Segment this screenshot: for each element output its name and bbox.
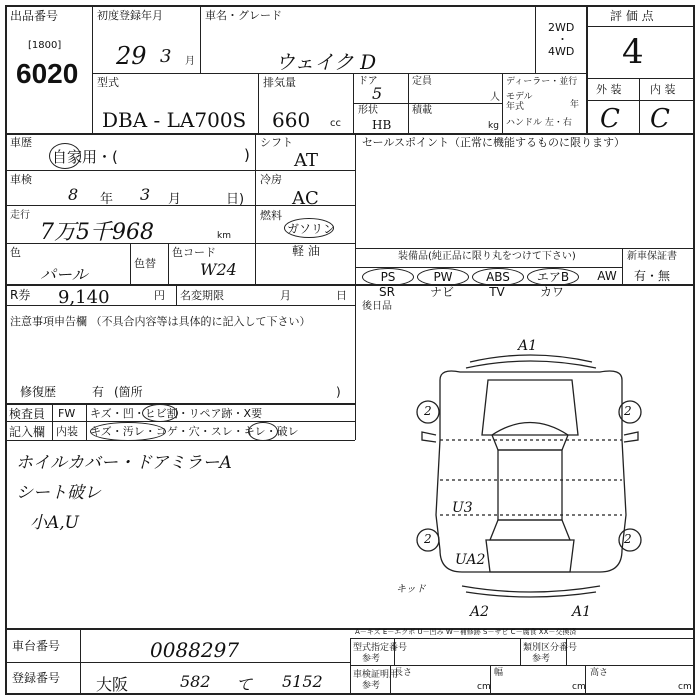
recycle-label: R券	[10, 288, 31, 302]
notes-label: 注意事項申告欄 （不具合内容等は具体的に記入して下さい）	[10, 315, 311, 328]
repair-label: 修復歴	[20, 385, 57, 399]
fw-circle	[142, 404, 178, 422]
equipment-item: エアB	[527, 268, 579, 286]
inspection-year: 8	[68, 185, 79, 204]
line-colorchange	[130, 243, 131, 284]
history-close: )	[244, 146, 250, 164]
door-value: 5	[372, 84, 383, 103]
month-unit: 月	[185, 56, 195, 67]
frame-left	[5, 5, 7, 695]
fuel-gasoline: ガソリン	[287, 222, 336, 236]
score-value: 4	[622, 32, 644, 72]
drive-4wd: 4WD	[548, 45, 575, 58]
in-circle2	[248, 422, 278, 441]
line-v586	[586, 5, 588, 135]
ac-label: 冷房	[260, 173, 282, 186]
yen-unit: 円	[154, 289, 165, 302]
equipment-item: ナビ	[429, 285, 454, 299]
class-label: 類別区分番号	[523, 643, 578, 653]
load-label: 積載	[412, 105, 432, 116]
line-v639	[639, 78, 640, 133]
equipment-row1	[362, 268, 622, 284]
car-diagram	[400, 340, 660, 625]
shape-value: HB	[372, 118, 392, 132]
model-label: 型式	[97, 76, 119, 89]
equipment-item: AW	[597, 269, 617, 283]
mark-bottom-right: A1	[572, 604, 592, 620]
line-check-v3	[355, 403, 356, 440]
equipment-item: SR	[379, 285, 395, 299]
cc-unit: cc	[330, 118, 341, 129]
mark-front: A1	[518, 338, 538, 354]
reg-value3: て	[236, 675, 253, 694]
first-reg-year: 29	[116, 42, 147, 70]
month-unit-3: 月	[280, 289, 291, 302]
year-unit: 年	[570, 100, 580, 110]
color-code-label: 色コード	[172, 246, 216, 259]
fuel-diesel: 軽 油	[292, 244, 320, 258]
equipment-item: TV	[489, 285, 505, 299]
interior-value: C	[650, 104, 670, 134]
mark-left-rear: 2	[424, 532, 432, 546]
note-line1: ホイルカバー・ドアミラーA	[16, 453, 232, 473]
door-label: ドア	[358, 76, 378, 87]
line-footer-top	[5, 628, 693, 630]
length-label: 長さ	[394, 668, 413, 678]
note-line3: 小A,U	[30, 513, 80, 533]
model-year-label: モデル	[506, 92, 533, 102]
line-h133	[5, 133, 586, 135]
legend: A－キズ E－エクボ U－凹み W－補修跡 S－サビ C－腐食 XX－交換済	[355, 628, 577, 636]
color-value: パール	[40, 265, 88, 284]
line-v535	[535, 5, 536, 73]
line-footer-h2	[350, 665, 693, 666]
kg-unit: kg	[488, 121, 499, 131]
history-value: 自家用・(	[52, 148, 118, 166]
fuel-label: 燃料	[260, 209, 282, 222]
line-check-bot	[5, 440, 355, 441]
line-v355	[355, 133, 356, 405]
name-grade-value: ウェイク D	[275, 50, 377, 74]
line-footer-v3	[520, 638, 521, 665]
color-code-value: W24	[200, 260, 237, 279]
cm-1: cm	[477, 682, 491, 692]
line-shape	[353, 103, 502, 104]
repair-have: 有	[92, 385, 105, 399]
sales-point-label: セールスポイント（正常に機能するものに限ります）	[362, 136, 626, 149]
equipment-label: 装備品(純正品に限り丸をつけて下さい)	[398, 251, 576, 262]
line-v502	[502, 73, 503, 133]
ac-value: AC	[292, 188, 319, 209]
month-unit-2: 月	[168, 192, 182, 207]
line-h403	[5, 403, 355, 405]
model-value: DBA - LA700S	[102, 108, 247, 132]
line-check-v1	[52, 403, 53, 440]
displacement-label: 排気量	[263, 76, 296, 89]
dealer-label: ディーラー・並行	[506, 77, 578, 87]
in-label: 内装	[56, 425, 78, 438]
lot-sub: [1800]	[28, 40, 62, 51]
line-check-v2	[86, 403, 87, 440]
equipment-item: PW	[417, 268, 469, 286]
line-v255	[255, 133, 256, 284]
person-unit: 人	[490, 92, 500, 103]
mark-bottom-left: A2	[470, 604, 490, 620]
checker-label2: 記入欄	[9, 425, 46, 439]
day-unit-2: 日	[336, 289, 347, 302]
line-check-mid	[5, 421, 355, 422]
capacity-label: 定員	[412, 76, 432, 87]
shift-value: AT	[294, 150, 319, 171]
color-label: 色	[10, 246, 21, 259]
mileage-label: 走行	[10, 210, 30, 221]
mark-roof: U3	[452, 500, 473, 516]
equipment-item: カワ	[539, 285, 564, 299]
mark-left-front: 2	[424, 404, 432, 418]
line-equip-top	[355, 248, 693, 249]
shift-label: シフト	[260, 136, 293, 149]
inspection-month: 3	[140, 185, 151, 204]
chassis-value: 0088297	[150, 638, 240, 662]
mark-right-front: 2	[624, 404, 632, 418]
chassis-label: 車台番号	[12, 639, 61, 653]
equipment-item: ABS	[472, 268, 524, 286]
line-score-title	[586, 26, 693, 27]
line-footer-h1	[350, 638, 693, 639]
note-line2: シート破レ	[16, 483, 101, 503]
name-change-label: 名変期限	[180, 289, 224, 302]
line-v258	[258, 73, 259, 133]
vin-label: 車検証明用	[353, 670, 399, 680]
line-colorcode	[168, 243, 169, 284]
repair-close: )	[336, 385, 341, 399]
height-label: 高さ	[590, 668, 609, 678]
day-unit: 日)	[226, 192, 245, 207]
year-unit-2: 年	[100, 192, 114, 207]
mark-note: キッド	[396, 584, 426, 595]
fw-items: キズ・凹・ヒビ割・リペア跡・X要	[90, 407, 263, 420]
warranty-value: 有・無	[634, 269, 671, 283]
history-label: 車歴	[10, 136, 32, 149]
repair-place: (箇所	[114, 385, 143, 399]
ref-label3: 参考	[362, 681, 381, 691]
reg-label: 登録番号	[12, 671, 61, 685]
exterior-label: 外 装	[596, 83, 622, 96]
lot-number: 6020	[16, 58, 79, 89]
handle-label: ハンドル 左・右	[506, 118, 572, 128]
lot-label: 出品番号	[10, 9, 59, 23]
inspection-label: 車検	[10, 173, 32, 186]
recycle-value: 9,140	[58, 287, 110, 308]
line-h170	[5, 170, 255, 171]
line-v200	[200, 5, 201, 73]
first-reg-month: 3	[160, 46, 172, 67]
line-h205	[5, 205, 255, 206]
checker-label1: 検査員	[9, 407, 46, 421]
reg-value1: 大阪	[96, 675, 129, 694]
displacement-value: 660	[272, 108, 311, 132]
fw-label: FW	[58, 407, 76, 420]
score-label: 評 価 点	[610, 9, 654, 23]
reg-value2: 582	[180, 672, 211, 691]
color-change-label: 色替	[134, 257, 156, 270]
shape-label: 形状	[358, 105, 378, 116]
warranty-label: 新車保証書	[627, 251, 677, 262]
frame-right	[693, 5, 695, 695]
line-v92	[92, 5, 93, 133]
ref-label: 参考	[362, 654, 381, 664]
drive-2wd: 2WD	[548, 21, 575, 34]
width-label: 幅	[494, 668, 504, 678]
line-footer-mid	[5, 662, 350, 663]
line-namechange	[176, 284, 177, 305]
mark-rear-left: UA2	[455, 552, 486, 568]
reg-value4: 5152	[282, 672, 323, 691]
cm-2: cm	[572, 682, 586, 692]
mark-right-rear: 2	[624, 532, 632, 546]
first-reg-label: 初度登録年月	[97, 9, 163, 22]
ref-label2: 参考	[532, 654, 551, 664]
post-label: 後日品	[362, 301, 392, 312]
in-circle1	[90, 422, 166, 441]
frame-top	[5, 5, 695, 7]
km-unit: km	[217, 231, 231, 241]
model-year-label2: 年式	[506, 102, 525, 112]
line-footer-v1	[80, 628, 81, 693]
cm-3: cm	[678, 682, 692, 692]
equipment-item: PS	[362, 268, 414, 286]
mileage-value: 7万5千968	[40, 220, 154, 245]
in-items: キズ・汚レ・コゲ・穴・スレ・キレ・破レ	[90, 425, 299, 438]
name-grade-label: 車名・グレード	[205, 9, 282, 22]
equipment-row2	[362, 284, 622, 300]
exterior-value: C	[600, 104, 620, 134]
interior-label: 内 装	[650, 83, 676, 96]
type-cert-label: 型式指定番号	[353, 643, 408, 653]
drive-dot: ・	[557, 33, 568, 46]
